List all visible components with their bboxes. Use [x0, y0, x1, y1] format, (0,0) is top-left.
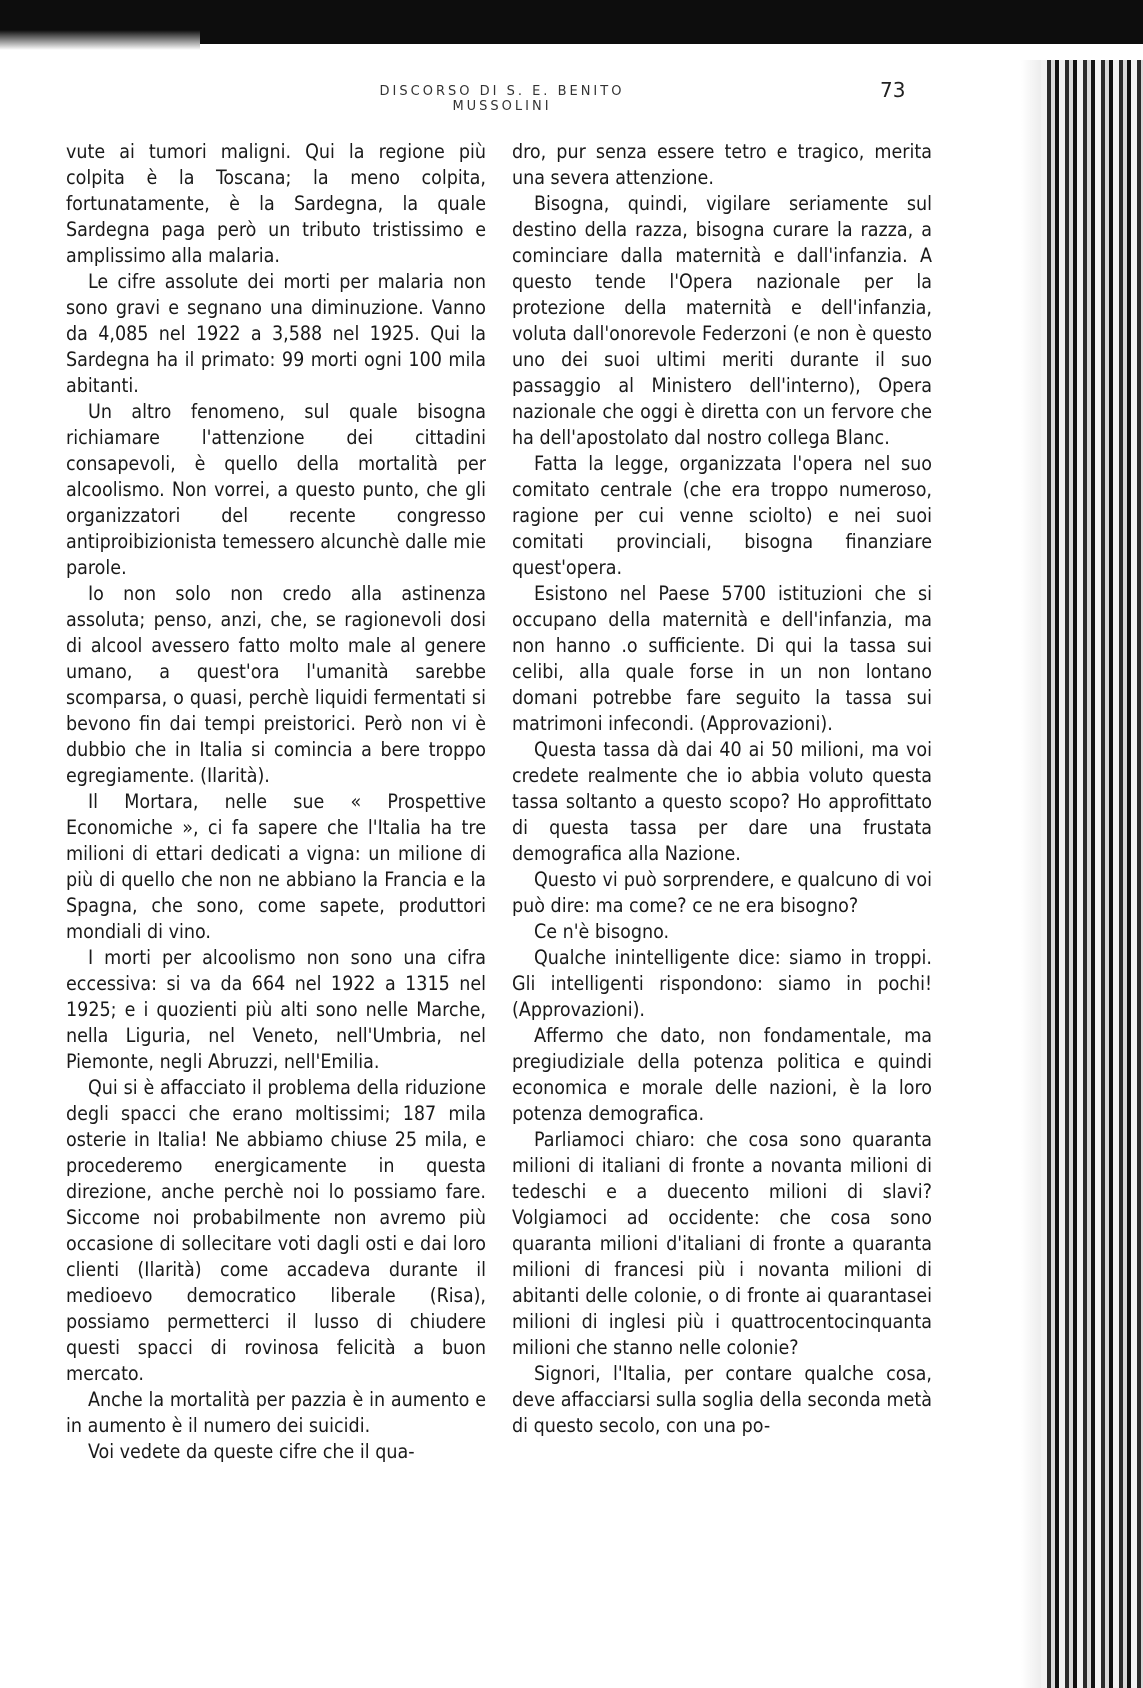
paragraph: Le cifre assolute dei morti per malaria non sono gravi e segnano una diminuzione. Vanno da 4,085 nel 1922 a 3,588 nel 1925. Qui la Sardegna ha il primato: 99 morti ogni 100 mila abitanti.: [66, 270, 486, 397]
paragraph: Affermo che dato, non fondamentale, ma pregiudiziale della potenza politica e quindi economica e morale delle nazioni, è la loro potenza demografica.: [512, 1024, 932, 1125]
paragraph: vute ai tumori maligni. Qui la regione più colpita è la Toscana; la meno colpita, fortunatamente, è la Sardegna, la quale Sardegna paga però un tributo tristissimo e amplissimo alla malaria.: [66, 140, 486, 267]
paragraph: Un altro fenomeno, sul quale bisogna richiamare l'attenzione dei cittadini consapevoli, è quello della mortalità per alcoolismo. Non vorrei, a questo punto, che gli organizzatori del recente congresso antiproibizionista temessero alcunchè dalle mie parole.: [66, 400, 486, 579]
paragraph: dro, pur senza essere tetro e tragico, merita una severa attenzione.: [512, 140, 932, 189]
paragraph: Qui si è affacciato il problema della riduzione degli spacci che erano moltissimi; 187 mila osterie in Italia! Ne abbiamo chiuse 25 mila, e procederemo energicamente in questa direzione, anche perchè noi lo possiamo fare. Siccome noi probabilmente non avremo più occasione di sollecitare voti dagli osti e dai loro clienti (Ilarità) come accadeva durante il medioevo democratico liberale (Risa), possiamo permetterci il lusso di chiudere questi spacci di rovinosa felicità a buon mercato.: [66, 1076, 486, 1385]
paragraph: Questo vi può sorprendere, e qualcuno di voi può dire: ma come? ce ne era bisogno?: [512, 868, 932, 917]
paragraph: Ce n'è bisogno.: [534, 920, 670, 943]
paragraph: Questa tassa dà dai 40 ai 50 milioni, ma voi credete realmente che io abbia voluto questa tassa soltanto a questo scopo? Ho approfittato di questa tassa per dare una frustata demografica alla Nazione.: [512, 738, 932, 865]
paragraph: Io non solo non credo alla astinenza assoluta; penso, anzi, che, se ragionevoli dosi di alcool avessero fatto molto male al genere umano, a quest'ora l'umanità sarebbe scomparsa, o quasi, perchè liquidi fermentati si bevono fin dai tempi preistorici. Però non vi è dubbio che in Italia si comincia a bere troppo egregiamente. (Ilarità).: [66, 582, 486, 787]
right-column: [512, 139, 932, 1439]
paragraph: Parliamoci chiaro: che cosa sono quaranta milioni di italiani di fronte a novanta milioni di tedeschi e a duecento milioni di slavi? Volgiamoci ad occidente: che cosa sono quaranta milioni d'italiani di fronte a quaranta milioni di francesi più i novanta milioni di abitanti delle colonie, o di fronte ai quarantasei milioni di inglesi più i quattrocentocinquanta milioni che stanno nelle colonie?: [512, 1128, 932, 1359]
book-page: [0, 44, 1040, 1688]
paragraph: Anche la mortalità per pazzia è in aumento e in aumento è il numero dei suicidi.: [66, 1388, 486, 1437]
paragraph: I morti per alcoolismo non sono una cifra eccessiva: si va da 664 nel 1922 a 1315 nel 1925; e i quozienti più alti sono nelle Marche, nella Liguria, nel Veneto, nell'Umbria, nel Piemonte, negli Abruzzi, nell'Emilia.: [66, 946, 486, 1073]
paragraph: Fatta la legge, organizzata l'opera nel suo comitato centrale (che era troppo numeroso, ragione per cui venne sciolto) e nei suoi comitati provinciali, bisogna finanziare quest'opera.: [512, 452, 932, 579]
page-number: 73: [880, 78, 906, 102]
paragraph: Signori, l'Italia, per contare qualche cosa, deve affacciarsi sulla soglia della seconda metà di questo secolo, con una po-: [512, 1362, 932, 1437]
paragraph: Il Mortara, nelle sue « Prospettive Economiche », ci fa sapere che l'Italia ha tre milioni di ettari dedicati a vigna: un milione di più di quello che non ne abbiano la Francia e la Spagna, che sono, come sapete, produttori mondiali di vino.: [66, 790, 486, 943]
paragraph: Qualche inintelligente dice: siamo in troppi. Gli intelligenti rispondono: siamo in pochi! (Approvazioni).: [512, 946, 932, 1021]
paragraph: Esistono nel Paese 5700 istituzioni che si occupano della maternità e dell'infanzia, ma non hanno .o sufficiente. Di qui la tassa sui celibi, alla quale forse in un non lontano domani potrebbe fare seguito la tassa sui matrimoni infecondi. (Approvazioni).: [512, 582, 932, 735]
running-head: DISCORSO DI S. E. BENITO MUSSOLINI: [379, 84, 625, 114]
book-binding-edge: [1041, 60, 1143, 1688]
paragraph: Voi vedete da queste cifre che il qua-: [88, 1440, 415, 1463]
paragraph: Bisogna, quindi, vigilare seriamente sul destino della razza, bisogna curare la razza, a cominciare dalla maternità e dall'infanzia. A questo tende l'Opera nazionale per la protezione della maternità e dell'infanzia, voluta dall'onorevole Federzoni (e non è questo uno dei suoi ultimi meriti durante il suo passaggio al Ministero dell'interno), Opera nazionale che oggi è diretta con un fervore che ha dell'apostolato dal nostro collega Blanc.: [512, 192, 932, 449]
left-column: [66, 139, 486, 1465]
